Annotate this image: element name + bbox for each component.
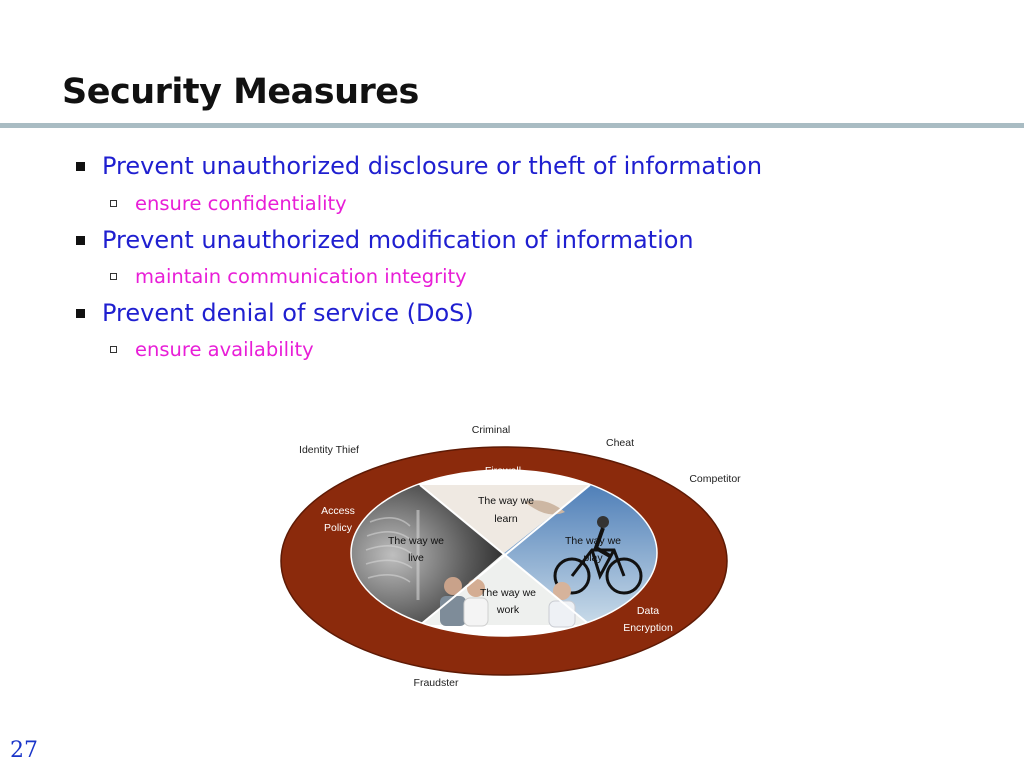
access-policy-label: Access Policy — [321, 505, 355, 534]
sub-bullet-text: ensure confidentiality — [135, 192, 347, 215]
threat-criminal: Criminal — [471, 424, 511, 436]
sub-bullet-item — [110, 192, 347, 215]
slide-title: Security Measures — [62, 72, 419, 112]
hollow-square-bullet-icon — [110, 346, 117, 353]
threat-identity-thief: Identity Thief — [299, 444, 359, 456]
learn-label: The way we learn — [477, 495, 535, 525]
page-number: 27 — [10, 738, 38, 763]
square-bullet-icon — [76, 162, 85, 171]
hollow-square-bullet-icon — [110, 273, 117, 280]
bullet-item — [76, 299, 474, 327]
data-encryption-label: Data Encryption — [623, 605, 673, 634]
bullet-text: Prevent unauthorized modification of information — [102, 226, 694, 254]
sub-bullet-text: maintain communication integrity — [135, 265, 467, 288]
bullet-item — [76, 152, 762, 180]
security-ring-diagram — [270, 410, 760, 700]
play-label: The way we play — [564, 535, 622, 564]
threat-competitor: Competitor — [689, 473, 741, 485]
bullet-text: Prevent denial of service (DoS) — [102, 299, 474, 327]
sub-bullet-item — [110, 338, 314, 361]
square-bullet-icon — [76, 236, 85, 245]
threat-cheat: Cheat — [605, 437, 635, 449]
threat-fraudster: Fraudster — [413, 677, 459, 689]
square-bullet-icon — [76, 309, 85, 318]
bullet-item — [76, 226, 694, 254]
hollow-square-bullet-icon — [110, 200, 117, 207]
title-divider — [0, 123, 1024, 128]
work-label: The way we work — [479, 587, 537, 616]
sub-bullet-item — [110, 265, 467, 288]
firewall-label: Firewall — [484, 465, 522, 477]
sub-bullet-text: ensure availability — [135, 338, 314, 361]
bullet-text: Prevent unauthorized disclosure or theft of information — [102, 152, 763, 180]
live-label: The way we live — [387, 535, 445, 564]
